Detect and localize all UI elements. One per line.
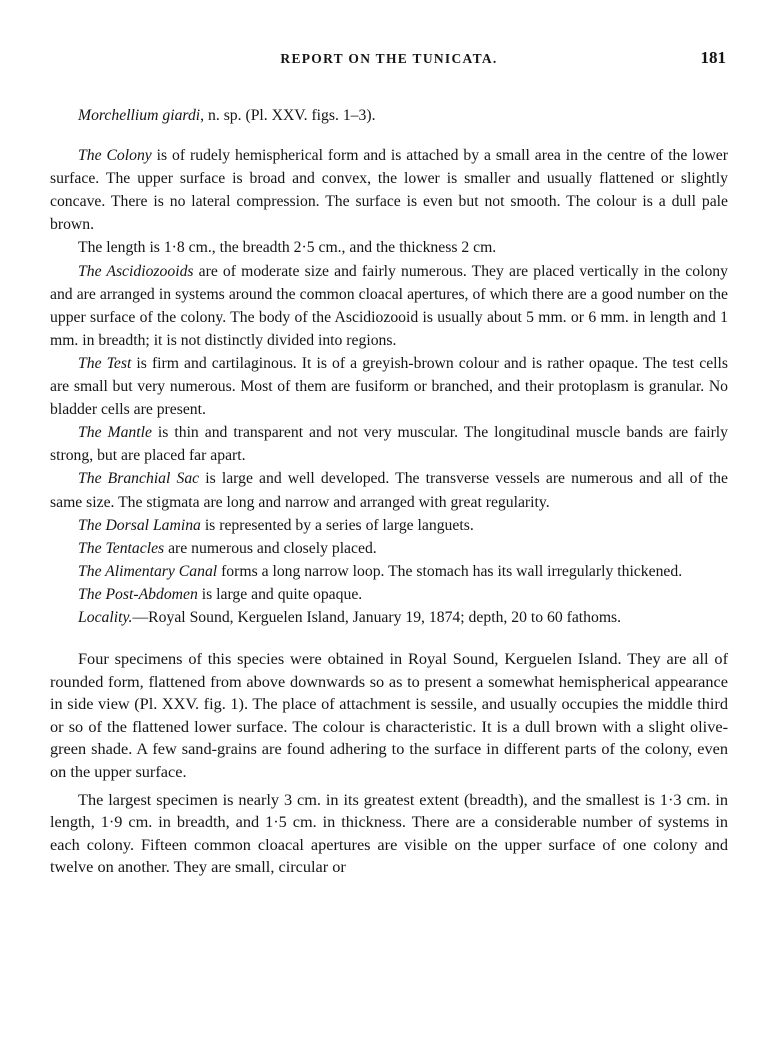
paragraph-label: The Tentacles xyxy=(78,539,165,557)
running-title: REPORT ON THE TUNICATA. xyxy=(280,51,498,66)
paragraph-label: The Ascidiozooids xyxy=(78,262,194,280)
dorsal-lamina-paragraph xyxy=(50,514,728,537)
paragraph-text: is thin and transparent and not very muscular. The longitudinal muscle bands are fairly strong, but are placed far apart. xyxy=(50,424,729,465)
specimen-discussion xyxy=(50,648,728,879)
paragraph-label: The Colony xyxy=(78,147,152,165)
paragraph-label: The Post-Abdomen xyxy=(78,585,198,603)
locality-paragraph xyxy=(50,606,728,629)
branchial-sac-paragraph xyxy=(50,467,728,513)
post-abdomen-paragraph xyxy=(50,583,728,606)
paragraph-text: —Royal Sound, Kerguelen Island, January 19, 1874; depth, 20 to 60 fathoms. xyxy=(132,608,622,626)
tentacles-paragraph xyxy=(50,537,728,560)
paragraph-text: The length is 1·8 cm., the breadth 2·5 cm., and the thickness 2 cm. xyxy=(78,239,497,257)
ascidiozooids-paragraph xyxy=(50,260,728,352)
paragraph-label: The Dorsal Lamina xyxy=(78,516,201,534)
species-suffix: , n. sp. (Pl. XXV. figs. 1–3). xyxy=(200,107,376,124)
discussion-paragraph: Four specimens of this species were obtained in Royal Sound, Kerguelen Island. They are all of rounded form, flattened from above downwards so as to present a somewhat hemispherical appearance in side view (Pl. XXV. fig. 1). The place of attachment is sessile, and usually occupies the middle third or so of the flattened lower surface. The colour is characteristic. It is a dull brown with a slight olive-green shade. A few sand-grains are found adhering to the surface in different parts of the colony, even on the upper surface. xyxy=(50,649,728,782)
species-heading xyxy=(50,104,728,127)
paragraph-text: are of moderate size and fairly numerous. They are placed vertically in the colony and are arranged in systems around the common cloacal apertures, of which there are a good number on the upper surface of the colony. The body of the Ascidiozooid is usually about 5 mm. or 6 mm. in length and 1 mm. in breadth; it is not distinctly divided into regions. xyxy=(50,262,728,349)
body-text xyxy=(50,104,728,879)
page-header xyxy=(50,48,728,70)
paragraph-text: are numerous and closely placed. xyxy=(164,539,377,557)
paragraph-label: Locality. xyxy=(78,608,133,626)
paragraph-text: is of rudely hemispherical form and is attached by a small area in the centre of the lower surface. The upper surface is broad and convex, the lower is smaller and usually flattened or slightly concave. There is no lateral compression. The surface is even but not smooth. The colour is a dull pale brown. xyxy=(50,147,728,234)
paragraph-label: The Test xyxy=(78,354,132,372)
paragraph-text: forms a long narrow loop. The stomach has its wall irregularly thickened. xyxy=(217,562,683,580)
paragraph-text: is firm and cartilaginous. It is of a greyish-brown colour and is rather opaque. The test cells are small but very numerous. Most of them are fusiform or branched, and their protoplasm is granular. No bladder cells are present. xyxy=(50,354,728,419)
mantle-paragraph xyxy=(50,421,728,467)
species-description xyxy=(50,104,728,629)
paragraph-text: is large and quite opaque. xyxy=(197,585,363,603)
paragraph-label: The Branchial Sac xyxy=(78,470,200,488)
paragraph-label: The Alimentary Canal xyxy=(78,562,218,580)
page-number: 181 xyxy=(700,48,726,67)
discussion-paragraph: The largest specimen is nearly 3 cm. in its greatest extent (breadth), and the smallest is 1·3 cm. in length, 1·9 cm. in breadth, and 1·5 cm. in thickness. There are a considerable number of systems in each colony. Fifteen common cloacal apertures are visible on the upper surface of one colony and twelve on another. They are small, circular or xyxy=(50,789,728,877)
paragraph-label: The Mantle xyxy=(78,424,152,442)
alimentary-canal-paragraph xyxy=(50,560,728,583)
species-name: Morchellium giardi xyxy=(78,107,201,124)
colony-paragraph xyxy=(50,144,728,236)
dimensions-paragraph xyxy=(50,236,728,259)
paragraph-text: is large and well developed. The transverse vessels are numerous and all of the same size. The stigmata are long and narrow and arranged with great regularity. xyxy=(50,470,728,511)
test-paragraph xyxy=(50,352,728,421)
paragraph-text: is represented by a series of large languets. xyxy=(200,516,474,534)
